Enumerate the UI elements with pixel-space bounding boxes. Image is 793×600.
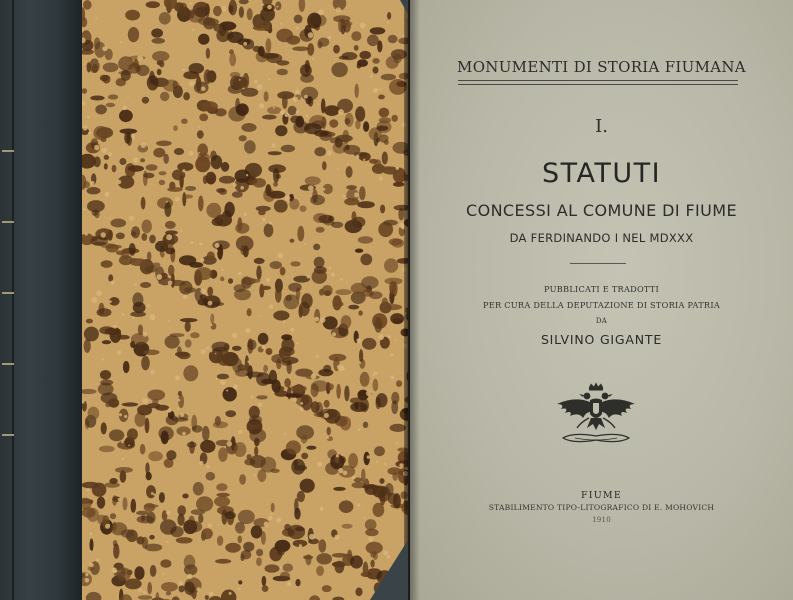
- subtitle-line-1: CONCESSI AL COMUNE DI FIUME: [466, 201, 737, 220]
- series-double-rule: [458, 80, 738, 85]
- spine-fold: [12, 0, 14, 600]
- imprint-year: 1910: [592, 516, 611, 524]
- published-line-3: DA: [595, 317, 608, 325]
- marble-pattern: [82, 0, 408, 600]
- imprint-printer: STABILIMENTO TIPO-LITOGRAFICO DI E. MOHOVICH: [488, 503, 715, 512]
- book-spine: [0, 0, 82, 600]
- board-edge: [404, 0, 408, 600]
- volume-number: I.: [595, 116, 608, 137]
- spine-band: [2, 221, 14, 223]
- spine-band: [2, 363, 14, 365]
- author-name: SILVINO GIGANTE: [540, 332, 663, 347]
- spine-band: [2, 292, 14, 294]
- series-title: MONUMENTI DI STORIA FIUMANA: [457, 58, 746, 76]
- double-headed-eagle-icon: [553, 382, 639, 450]
- published-line-1: PUBBLICATI E TRADOTTI: [544, 284, 659, 294]
- main-title: STATUTI: [541, 158, 662, 189]
- board-corner-top: [400, 0, 408, 14]
- imprint-city: FIUME: [580, 490, 622, 501]
- marbled-cover-board: [82, 0, 408, 600]
- title-divider: [570, 263, 626, 264]
- board-corner-bottom: [370, 540, 408, 600]
- published-line-2: PER CURA DELLA DEPUTAZIONE DI STORIA PATRIA: [483, 300, 720, 310]
- subtitle-line-2: DA FERDINANDO I NEL MDXXX: [509, 231, 694, 245]
- spine-band: [2, 434, 14, 436]
- spine-band: [2, 150, 14, 152]
- title-page: [410, 0, 793, 600]
